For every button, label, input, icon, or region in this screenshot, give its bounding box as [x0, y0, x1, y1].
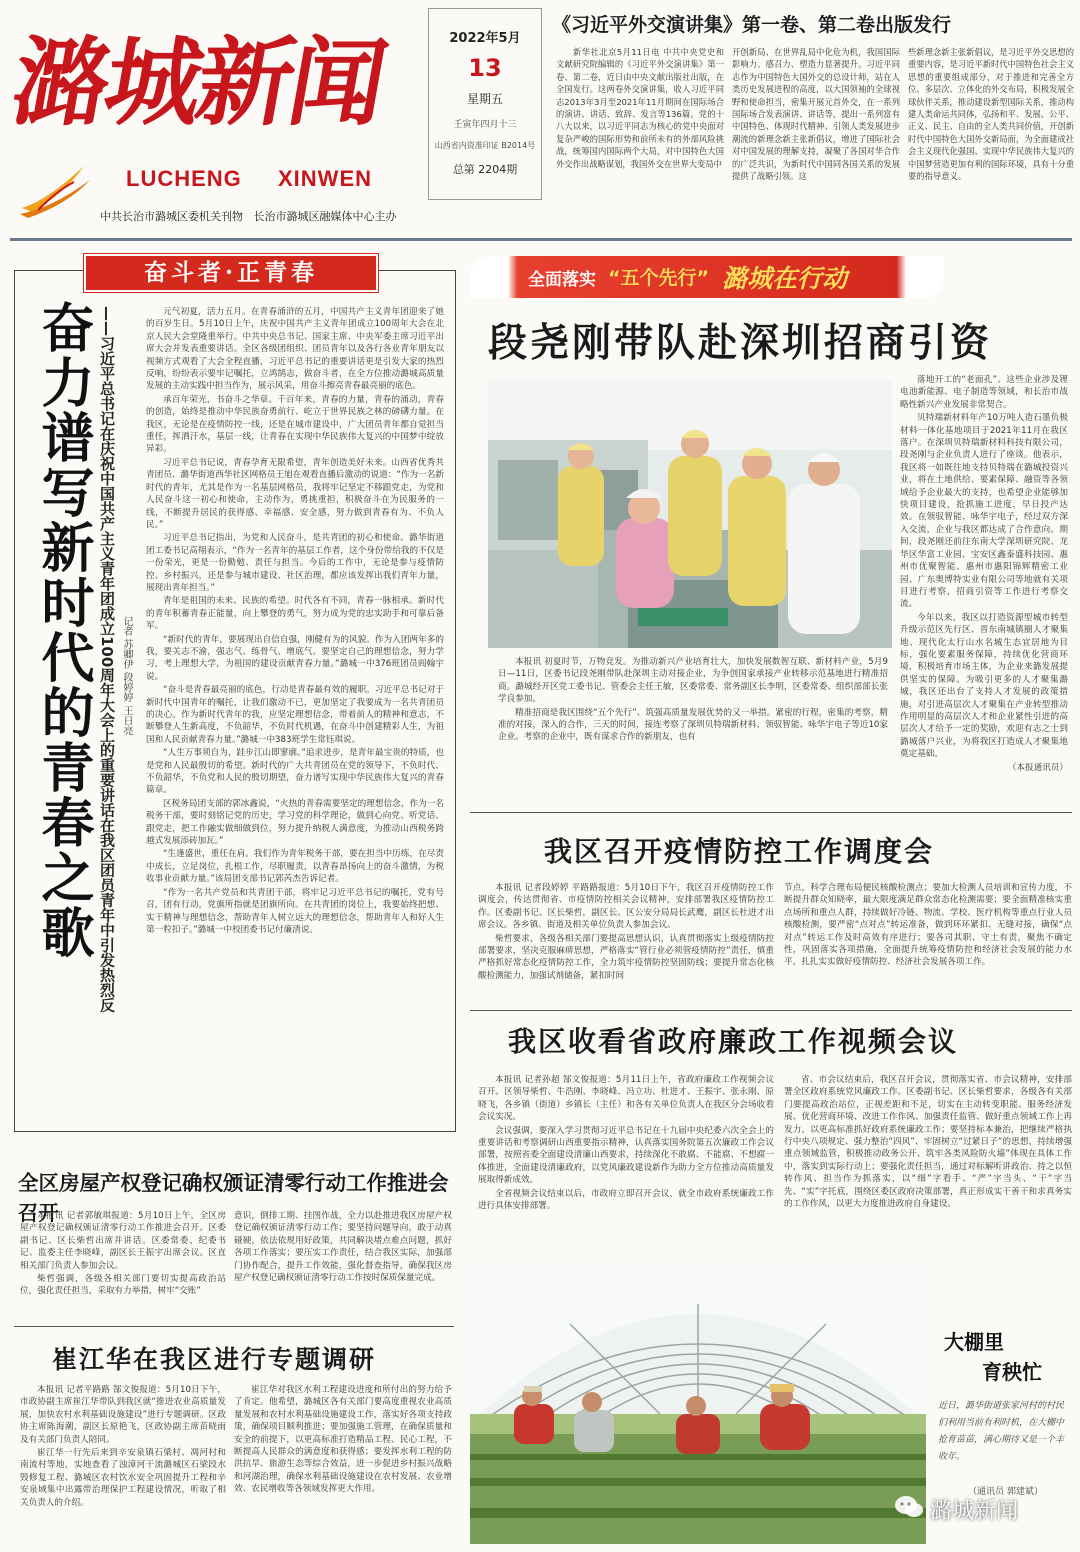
watermark-text: 潞城新闻: [930, 1499, 1019, 1524]
feature-subtitle: ——习近平总书记在庆祝中国共产主义青年团成立100周年大会上的重要讲话在我区团员青年中引发热烈反: [98, 306, 116, 1013]
feature-paragraph: 习近平总书记指出，为党和人民奋斗，是共青团的初心和使命。潞华街道团工委书记高翔表示，“作为一名青年的基层工作者，这个身份带给我的不仅是一份荣光，更是一份勤勉、责任与担当。今后的工作中，无论是参与疫情防控、乡村振兴，还是参与城市建设、社区治理，都应该发挥出我们青年力量，展现出青年担当。”: [146, 533, 444, 593]
water-paragraph: 崔江华对我区水利工程建设进度和所付出的努力给予了肯定。他希望，潞城区各有关部门要高度重视农业高质量发展和农村水利基础设施建设工作，落实好各项支持政策，确保项目顺利推进；要加强施工管理，在确保质量和安全的前提下，以更高标准打造精品工程、民心工程，不断提高人民群众的满意度和获得感；要发挥水利工程的防洪抗旱、旅游生态等综合效益，进一步促进乡村振兴战略和河湖治理，确保水利基础设施建设在农村发展、农业增效、农民增收等各领域发挥更大作用。: [234, 1385, 452, 1495]
right-divider-1: [470, 812, 1072, 813]
property-text-right: [234, 1210, 452, 1318]
feature-body: [146, 306, 444, 1116]
feature-byline: 记者 苏卿伊 段婷婷 王日亮: [121, 616, 132, 736]
feature-paragraph: 元气初夏，活力五月。在青春涌浒的五月，中国共产主义青年团迎来了她的百岁生日。5月10日上午，庆祝中国共产主义青年团成立100周年大会在北京人民大会堂隆重举行。中共中央总书记、国家主席、中央军委主席习近平出席大会并发表重要讲话。全区各级团组织、团员青年以及各行各业青年朋友以视频方式观看了大会全程直播，习近平总书记的重要讲话更是引发大家的热烈反响，纷纷表示要牢记嘱托，立鸿鹄志，做奋斗者，在全方位推动潞城高质量发展的主动实践中担当作为，展示风采，用奋斗擦亮青春最亮丽的底色。: [146, 307, 444, 392]
top-article-col-1: 新华社北京5月11日电 中共中央党史和文献研究院编辑的《习近平外交演讲集》第一卷、第二卷，近日由中央文献出版社出版，在全国发行。这两卷外交演讲集，收入习近平同志2013年3月至2021年11月期间在国际场合的演讲、讲话、致辞、发言等136篇。党的十八大以来，以习近平同志为核心的党中央面对复杂严峻的国际形势和前所未有的外部风险挑战，统筹国内国际两个大局，对中国特色大国外交作出战略谋划，我国外交在世界大变局中: [556, 47, 724, 169]
investment-paragraph: 精准招商是我区围绕“五个先行”、筑强高质量发展优势的又一举措。紧密的行程，密集的考察，精准的对接，深入的合作，三天的时间，接连考察了深圳贝特瑞新材料、领驭智能、咏华宇电子等近10家企业。考察的企业中，既有谋求合作的新朋友，也有: [498, 707, 888, 743]
masthead-divider: [10, 238, 1072, 241]
watermark: [890, 1488, 1070, 1528]
date-day: 13: [468, 54, 502, 82]
feature-paragraph: “人生万事须自为，跬步江山即寥廓。”追求进步，是青年最宝贵的特质，也是党和人民最殷切的希望。新时代的广大共青团员在党的领导下，不负时代、不负韶华，不负党和人民的殷切期望，奋力谱写实现中华民族伟大复兴的青春篇章。: [146, 748, 444, 796]
epidemic-paragraph: 节点，科学合理布局便民核酸检测点；要加大检测人员培训和宣传力度，不断提升群众知晓率，最大限度满足群众常态化检测需要；要全面精准核实重点场所和重点人群，持续做好冷链、物流、学校、医疗机构等重点行业人员核酸检测，要严密“点对点”转运准备，做到环环紧扣、无缝对接，确保“点对点”转运工作及时高效有序进行；要各司其职、守土有责，聚焦不确定性，巩固落实各项措施，全面提升统筹疫情防控和经济社会发展的能力水平，扎扎实实做好疫情防控、经济社会发展各项工作。: [784, 883, 1072, 968]
integrity-paragraph: 全省视频会议结束以后，市政府立即召开会议，就全市政府系统廉政工作进行具体安排部署。: [478, 1188, 774, 1212]
date-weekday: 星期五: [466, 92, 503, 106]
date-year-month: 2022年5月: [449, 31, 521, 46]
factory-scene-image: [488, 380, 892, 648]
water-text-right: [234, 1384, 452, 1546]
top-article-col-3: 些新理念新主张新倡议，是习近平外交思想的重要内容，是习近平新时代中国特色社会主义思想的重要组成部分，对于推进和完善全方位、多层次、立体化的外交布局，积极发展全球伙伴关系，推动建设新型国际关系，推动构建人类命运共同体，弘扬和平、发展、公平、正义、民主、自由的全人类共同价值，开创新时代中国特色大国外交新局面，为全面建成社会主义现代化强国、实现中华民族伟大复兴的中国梦营造更加有利的国际环境，具有十分重要的指导意义。: [908, 47, 1074, 182]
date-box: [428, 8, 542, 200]
property-paragraph: 意识，倒排工期、挂图作战，全力以赴推进我区房屋产权登记确权颁证清零行动工作；要坚持问题导向，敢于动真碰硬，依法依规用好政策，共同解决堵点难点问题，抓好各项工作落实；要压实工作责任，结合我区实际，加强部门协作配合，提升工作效能，强化督查指导，确保我区房屋产权登记确权颁证清零行动工作按时保质保量完成。: [234, 1211, 452, 1284]
caption-credit: （通讯员 郭建斌）: [968, 1487, 1043, 1497]
caption-text: 近日，潞华街道张家河村的村民们利用当前有利时机，在大棚中抢育苗苗，满心期待又是一个丰收年。: [938, 1401, 1065, 1462]
property-paragraph: 柴哲强调，各级各相关部门要切实提高政治站位，强化责任担当，采取有力举措，树牢“交账”: [20, 1274, 226, 1297]
campaign-prefix: 全面落实: [528, 270, 596, 290]
investment-paragraph: 本报讯 初夏时节，万物竞发。为推动新兴产业培育壮大，加快发展数智互联、新材料产业，5月9日—11日，区委书记段尧刚带队赴深圳主动对接企业，为争创国家承接产业转移示范基地进行精准招商。潞城经开区党工委书记、管委会主任王敏，区委常委、常务副区长李明，区委常委、组织部部长张学良参加。: [498, 657, 888, 705]
campaign-banner: [470, 256, 944, 298]
water-headline: 崔江华在我区进行专题调研: [52, 1345, 377, 1374]
greenhouse-photo: [470, 1264, 926, 1544]
greenhouse-scene-image: [470, 1264, 926, 1544]
chat-bubble-icon: [894, 1494, 924, 1520]
masthead-title: 潞城新闻: [4, 26, 393, 139]
epidemic-paragraph: 本报讯 记者段婷婷 平路路报道：5月10日下午，我区召开疫情防控工作调度会，传达贯彻省、市疫情防控相关会议精神，安排部署我区疫情防控工作。区委副书记、区长柴哲，副区长、区公安分局局长武鹰，副区长杜进才出席会议。各乡镇、街道及相关单位负责人参加会议。: [478, 883, 774, 931]
right-divider-2: [470, 1010, 1072, 1011]
investment-paragraph: 贝特瑞新材料年产10万吨人造石墨负极材料一体化基地项目于2021年11月在我区落户。在深圳贝特瑞新材料科技有限公司，段尧刚与企业负责人进行了座谈。他表示，我区将一如既往地支持贝特瑞在潞城投资兴业，将在土地供给、要素保障、融资等各领域给予企业最大的支持，也希望企业能够加快项目建设，抢抓施工进度，早日投产达效。在领驭智能、咏华宇电子，经过双方深入交流，企业与我区都达成了合作意向。期间，段尧刚还前往东南大学深圳研究院、龙华区华富工业园、宝安区鑫泰盛科技园、惠州市优聚智能、惠州市惠阳锦辉精密工业园、广东奥博特实业有限公司等地就有关项目进行考察，招商引资等工作进行考察交流。: [900, 413, 1068, 610]
top-article-col-2: 开创新局、在世界乱局中化危为机，我国国际影响力、感召力、塑造力显著提升。习近平同志作为中国特色大国外交的总设计师，站在人类历史发展进程的高度，以大国领袖的全球视野和使命担当，密集开展元首外交，在一系列国际场合发表演讲、讲话等，提出一系列富有中国特色、体现时代精神、引领人类发展进步潮流的新理念新主张新倡议，增进了国际社会对中国发展的理解支持，凝聚了各国对华合作的广泛共识，为新时代中国同各国关系的发展提供了战略引领。这: [732, 47, 900, 182]
investment-text-right: [900, 374, 1068, 802]
epidemic-text-left: [478, 882, 774, 1006]
property-paragraph: 本报讯 记者郭敏琪报道：5月10日上午，全区房屋产权登记确权颁证清零行动工作推进会召开。区委副书记、区长柴哲出席并讲话。区委常委、纪委书记、监委主任李晓峰，副区长王振宇出席会议。区直相关部门负责人参加会议。: [20, 1211, 226, 1271]
caption-title-1: 大棚里: [944, 1330, 1004, 1354]
investment-headline: 段尧刚带队赴深圳招商引资: [488, 321, 993, 366]
feature-main-title: 奋力谱写新时代的青春之歌: [33, 300, 95, 960]
top-article-headline: 《习近平外交演讲集》第一卷、第二卷出版发行: [552, 14, 952, 36]
integrity-paragraph: 本报讯 记者孙超 郜文俊报道：5月11日上午，省政府廉政工作视频会议召开。区领导柴哲、牛浩刚、李晓峰、冯立功、杜进才、王振宇、张永刚、原晓飞，各乡镇（街道）乡镇长（主任）和各有关单位负责人在我区分会场收看会议实况。: [478, 1075, 774, 1123]
water-text-left: [20, 1384, 226, 1546]
epidemic-paragraph: 柴哲要求，各级各相关部门要提高思想认识，认真贯彻落实上级疫情防控部署要求，坚决克服麻痹思想，严格落实“管行业必须管疫情防控”责任，慎重严格抓好常态化疫情防控工作，全力筑牢疫情防控坚固防线；要提升常态化核酸检测能力，加强试剂储备，紧扣时间: [478, 933, 774, 981]
date-issue: 总第 2204期: [452, 163, 518, 176]
feature-paragraph: 承百年荣光，书奋斗之华章。千百年来，青春的力量，青春的涌动，青春的创造，始终是推动中华民族奋勇前行、屹立于世界民族之林的磅礴力量。在我区，无论是在疫情防控一线，还是在城市建设中，广大团员青年都自觉担当重任，挥洒汗水，基层一线，让青春在实现中华民族伟大复兴的中国梦中绽放异彩。: [146, 394, 444, 455]
investment-paragraph: 今年以来，我区以打造资源型城市转型升级示范区先行区、晋东南城镇圈人才聚集地、现代化太行山水名城生态宜居地为目标，强化要素服务保障，持续优化营商环境，积极培育市场主体，为企业来潞发展提供坚实的保障。为吸引更多的人才聚集潞城，我区还出台了支持人才发展的政策措施，对引进高层次人才聚集在产业转型推动作用明显的高层次人才和企业紧性引进的高层次人才给予一定的奖励，欢迎有志之士到潞城落户兴业，为将我区打造成人才聚集地奠定基础。: [900, 612, 1068, 760]
investment-paragraph: 落地开工的“老面孔”。这些企业涉及锂电池新能源、电子制造等领域，和长治市战略性新兴产业发展非常契合。: [900, 375, 1068, 410]
integrity-headline: 我区收看省政府廉政工作视频会议: [508, 1025, 959, 1058]
campaign-quoted: “五个先行”: [608, 267, 709, 289]
integrity-paragraph: 省、市会议结束后，我区召开会议，贯彻落实省、市会议精神，安排部署全区政府系统党风廉政工作。区委副书记、区长柴哲要求，各级各有关部门要提高政治站位，正视差距和不足，切实在主动转变职能、服务经济发展、优化营商环境、改进工作作风、加强责任监管、做好重点领域工作上再发力，以更高标准抓好政府系统廉政工作；要坚持标本兼治，把继续严格执行中央八项规定、强力整治“四风”、牢固树立“过紧日子”的思想，持续增强重点领域监管，积极推动政务公开、筑牢各类风险防火墙”体现在具体工作中，落实到实际行动上；要强化责任担当，通过对标解听讲政治、持之以恒转作风、担当作为抓落实，以“细”字看手、“严”字当头、“干”字当先、“实”字托底，围绕区委区政府决策部署，真正形成实干善干和求真务实的工作作风，以更大力度推进政府自身建设。: [784, 1075, 1072, 1210]
caption-title-2: 育秧忙: [982, 1360, 1042, 1384]
integrity-paragraph: 会议强调，要深入学习贯彻习近平总书记在十九届中央纪委六次全会上的重要讲话和考察调研山西重要指示精神，认真落实国务院第五次廉政工作会议部署，按照省委全面建设清廉山西要求，持续深化不敢腐、不能腐、不想腐一体推进，全面建设清廉政府，以党风廉政建设新作为助力全方位推动高质量发展取得新成效。: [478, 1125, 774, 1186]
feature-paragraph: “生逢盛世，重任在肩。我们作为青年税务干部，要在担当中历练，在尽责中成长，立足岗位，扎根工作，尽职履责，以青春昂扬向上的奋斗激情，为税收事业贡献力量。”该局团支部书记郭芮杰告诉记者。: [146, 849, 444, 885]
logo-swoosh-icon: [18, 160, 98, 220]
feature-paragraph: 习近平总书记说，青春孕育无限希望，青年创造美好未来。山西省优秀共青团员、潞华街道西华社区网格员王旭在观看直播后激动的说道：“作为一名新时代的青年，尤其是作为一名基层网格员，我将牢记坚定不移跟党走，为党和人民奋斗这一初心和使命，主动作为，勇挑重担，积极奋斗在为民服务的一线，不断提升居民的获得感、幸福感、安全感，努力做到青春有为、不负人民。”: [146, 457, 444, 530]
epidemic-headline: 我区召开疫情防控工作调度会: [544, 835, 935, 868]
date-license: 山西省内资准印证 B2014号: [434, 141, 536, 150]
masthead-pinyin-left: LUCHENG: [126, 166, 242, 191]
water-paragraph: 本报讯 记者平路路 郜文俊报道：5月10日下午，市政协副主席崔江华带队到我区就“推进农业高质量发展，加快农村水利基础设施建设”进行专题调研。区政协主席陈海潮，副区长原艳飞，区政协副主席苗晓雨及有关部门负责人陪同。: [20, 1385, 226, 1445]
masthead-pinyin-right: XINWEN: [278, 166, 372, 191]
masthead-sponsor: 中共长治市潞城区委机关刊物 长治市潞城区融媒体中心主办: [100, 210, 397, 223]
integrity-text-left: [478, 1074, 774, 1250]
feature-paragraph: 青年是祖国的未来、民族的希望。时代各有不同，青春一脉相承。新时代的青年积蓄青春正能量，向上攀登的勇气，努力成为党的忠实助手和可靠后备军。: [146, 596, 444, 632]
property-headline: 全区房屋产权登记确权颁证清零行动工作推进会召开: [18, 1171, 449, 1225]
epidemic-text-right: [784, 882, 1072, 1006]
feature-paragraph: 区税务局团支部的郭冰鑫说，“火热的青春需要坚定的理想信念，作为一名税务干部，要时刻铭记党的历史，学习党的科学理论，做到心向党、听党话、跟党走，把工作融实做细做到位，努力提升纳税人满意度，为推动山西税务跨越式发展添砖加瓦。”: [146, 798, 444, 847]
feature-banner-text: 奋斗者·正青春: [143, 259, 318, 286]
feature-paragraph: “新时代的青年，要展现出自信自强，刚健有为的风貌。作为入团两年多的我，要关志不渝，强志气、练骨气、增底气。要坚定自己的理想信念，努力学习，考上理想大学，为祖国的建设贡献青春力量。”潞城一中376班团员阎翰宇说。: [146, 634, 444, 682]
investment-photo: [488, 380, 892, 648]
investment-text-left: [498, 656, 888, 802]
campaign-suffix: 潞城在行动: [722, 264, 848, 293]
left-divider: [14, 1326, 454, 1327]
date-lunar: 壬寅年四月十三: [453, 120, 517, 130]
integrity-text-right: [784, 1074, 1072, 1250]
investment-credit: （本报通讯员）: [1007, 762, 1068, 773]
property-text-left: [20, 1210, 226, 1318]
feature-paragraph: “作为一名共产党员和共青团干部，将牢记习近平总书记的嘱托，党有号召，团有行动，党旗所指就是团旗所向。在共青团的岗位上，我要始终把想、实干精神与理想信念，帮助青年人树立远大的理想信念，帮助青年人和好人生第一粒扣子。”潞城一中校团委书记付廉清说。: [146, 887, 444, 935]
feature-paragraph: “奋斗是青春最亮丽的底色，行动是青春最有效的履职。习近平总书记对于新时代中国青年的嘱托，让我们激动不已，更加坚定了我要成为一名共青团员的决心。作为新时代青年的我，应坚定理想信念，带着前人的精神和意志，不断攀登人生新高度，不负韶华，不负时代机遇，在奋斗中创建精彩人生，为祖国和人民贡献青春力量。”潞城一中383班学生常钰琪说。: [146, 685, 444, 745]
feature-banner: [84, 254, 378, 292]
water-paragraph: 崔江华一行先后来到辛安泉镇石梁村、凋河村和南流村等地，实地查看了浊漳河干流潞城区石梁段水毁修复工程、潞城区农村饮水安全巩固提升工程和辛安泉域集中出露带治理保护工程建设情况，听取了相关负责人的介绍。: [20, 1448, 226, 1508]
